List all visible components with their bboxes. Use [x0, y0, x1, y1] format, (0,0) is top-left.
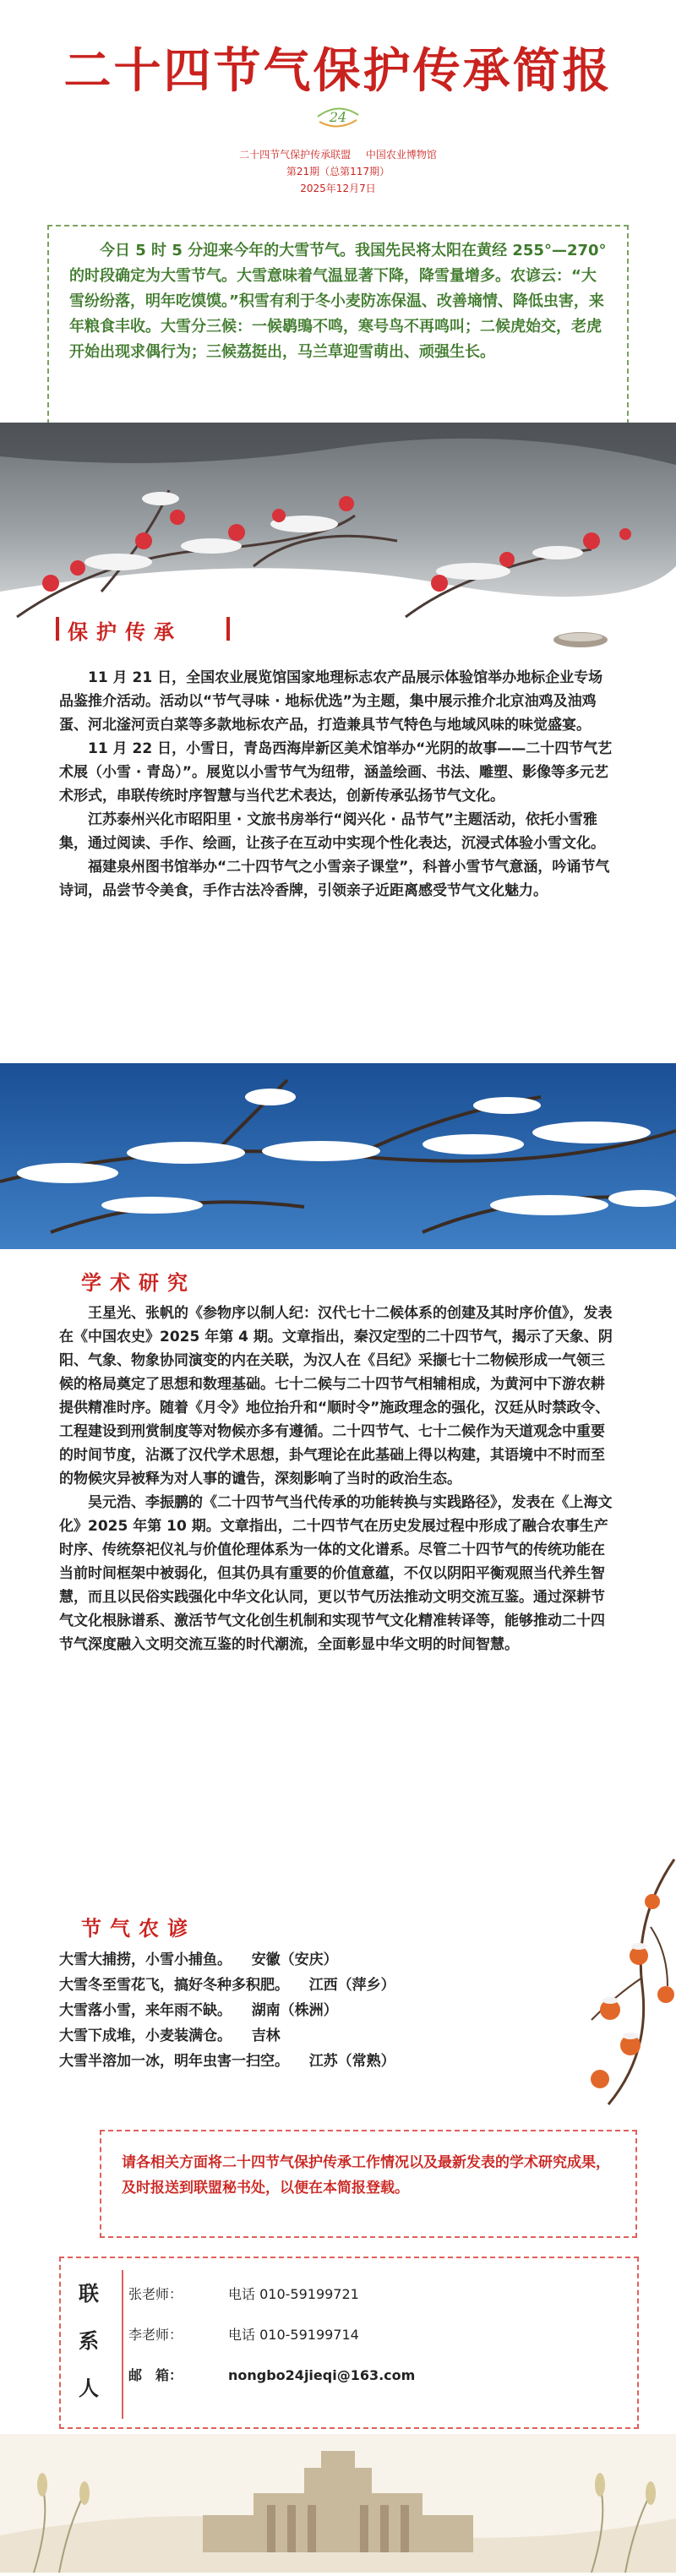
notice-text: 请各相关方面将二十四节气保护传承工作情况以及最新发表的学术研究成果，及时报送到联盟秘书处，以便在本简报登载。 — [122, 2154, 610, 2197]
contact-email: nongbo24jieqi@163.com — [228, 2367, 416, 2383]
research-paragraph: 王星光、张帆的《参物序以制人纪：汉代七十二候体系的创建及其时序价值》，发表在《中国农史》2025 年第 4 期。文章指出，秦汉定型的二十四节气，揭示了天象、阴阳、气象、物象协同演变的内在关联，为汉人在《吕纪》采撷七十二物候形成一气领三候的格局奠定了思想和数理基础。七十二候与二十四节气相辅相成，为黄河中下游农耕提供精准时序。随着《月令》地位抬升和“顺时令”施政理念的强化，汉廷从时禁政令、工程建设到刑赏制度等对物候亦多有遵循。二十四节气、七十二候作为天道观念中重要的时间节度，沾溉了汉代学术思想，卦气理论在此基础上得以构建，其语境中不时而至的物候灾异被释为对人事的谴告，深刻影响了当时的政治生态。 — [59, 1305, 613, 1487]
inheritance-paragraph: 11 月 22 日，小雪日，青岛西海岸新区美术馆举办“光阴的故事——二十四节气艺术展（小雪 · 青岛）”。展览以小雪节气为纽带，涵盖绘画、书法、雕塑、影像等多元艺术形式，串联传统时序智慧与当代艺术表达，创新传承弘扬节气文化。 — [59, 740, 613, 805]
solar-terms-logo — [313, 100, 363, 132]
proverb-region: 湖南（株洲） — [251, 2002, 338, 2019]
section-title-research: 学术研究 — [81, 1271, 196, 1295]
org-alliance: 二十四节气保护传承联盟 — [239, 149, 352, 161]
proverb-item — [59, 2023, 566, 2049]
proverb-region: 吉林 — [251, 2028, 281, 2044]
contact-name: 李老师： — [128, 2327, 183, 2343]
org-museum: 中国农业博物馆 — [365, 149, 437, 161]
proverb-region: 江苏（常熟） — [308, 2053, 395, 2070]
proverb-region: 江西（萍乡） — [308, 1977, 395, 1994]
organizers — [0, 147, 676, 161]
contact-phone: 电话 010-59199714 — [228, 2327, 359, 2343]
submission-notice — [100, 2130, 637, 2238]
proverb-text: 大雪冬至雪花飞，搞好冬种多积肥。 — [59, 1977, 289, 1994]
proverb-text: 大雪大捕捞，小雪小捕鱼。 — [59, 1951, 232, 1968]
section-bar — [226, 617, 230, 641]
persimmon-branch-decoration — [558, 1851, 676, 2121]
contact-phone: 电话 010-59199721 — [228, 2286, 359, 2302]
inheritance-paragraph: 江苏泰州兴化市昭阳里 · 文旅书房举行“阅兴化 · 品节气”主题活动，依托小雪雅集，通过阅读、手作、绘画，让孩子在互动中实现个性化表达，沉浸式体验小雪文化。 — [59, 811, 605, 852]
issue-number: 第21期（总第117期） — [286, 166, 390, 177]
research-content — [59, 1302, 617, 1656]
contact-row-email — [128, 2365, 415, 2384]
snow-berries-photo — [0, 423, 676, 636]
snow-branches-photo — [0, 1063, 676, 1249]
proverb-item — [59, 2049, 566, 2074]
proverb-text: 大雪半溶加一冰，明年虫害一扫空。 — [59, 2053, 289, 2070]
inheritance-paragraph: 11 月 21 日，全国农业展览馆国家地理标志农产品展示体验馆举办地标企业专场品鉴推介活动。活动以“节气寻味 · 地标优选”为主题，集中展示推介北京油鸡及油鸡蛋、河北滏河贡白菜等多款地标农产品，打造兼具节气特色与地域风味的味觉盛宴。 — [59, 669, 603, 734]
intro-text: 今日 5 时 5 分迎来今年的大雪节气。我国先民将太阳在黄经 255°—270°的时段确定为大雪节气。大雪意味着气温显著下降，降雪量增多。农谚云：“大雪纷纷落，明年吃馍馍。”积雪有利于冬小麦防冻保温、改善墒情、降低虫害，来年粮食丰收。大雪分三候：一候鹖鴠不鸣，寒号鸟不再鸣叫；二候虎始交，老虎开始出现求偶行为；三候荔挺出，马兰草迎雪萌出、顽强生长。 — [69, 242, 607, 361]
contact-name: 张老师： — [128, 2286, 183, 2302]
svg-text:24: 24 — [329, 109, 347, 125]
inheritance-content — [59, 666, 617, 903]
section-title-proverbs: 节气农谚 — [81, 1917, 196, 1940]
proverb-text: 大雪落小雪，来年雨不缺。 — [59, 2002, 232, 2019]
contact-row-li — [128, 2324, 359, 2344]
contact-name: 邮 箱： — [128, 2367, 183, 2383]
proverb-text: 大雪下成堆，小麦装满仓。 — [59, 2028, 232, 2044]
contact-divider — [122, 2270, 123, 2419]
inheritance-paragraph: 福建泉州图书馆举办“二十四节气之小雪亲子课堂”，科普小雪节气意涵，吟诵节气诗词，品尝节令美食，手作古法冷香牌，引领亲子近距离感受节气文化魅力。 — [59, 859, 610, 899]
section-bar — [56, 617, 59, 641]
research-paragraph: 吴元浩、李振鹏的《二十四节气当代传承的功能转换与实践路径》，发表在《上海文化》2025 年第 10 期。文章指出，二十四节气在历史发展过程中形成了融合农事生产时序、传统祭祀仪礼与价值伦理体系为一体的文化谱系。尽管二十四节气的传统功能在当前时间框架中被弱化，但其仍具有重要的价值意蕴，不仅以阴阳平衡观照当代养生智慧，而且以民俗实践强化中华文化认同，更以节气历法推动文明交流互鉴。通过深耕节气文化根脉谱系、激活节气文化创生机制和实现节气文化精准转译等，能够推动二十四节气深度融入文明交流互鉴的时代潮流，全面彰显中华文明的时间智慧。 — [59, 1494, 613, 1653]
contact-label: 联系人 — [79, 2282, 99, 2400]
section-title-inheritance: 保护传承 — [68, 620, 183, 644]
page-title: 二十四节气保护传承简报 — [63, 43, 613, 99]
proverb-item — [59, 1973, 566, 1998]
proverb-region: 安徽（安庆） — [251, 1951, 338, 1968]
stone-decoration — [551, 629, 610, 649]
proverb-item — [59, 1998, 566, 2023]
contact-row-zhang — [128, 2284, 359, 2303]
proverbs-list — [59, 1947, 566, 2074]
issue-date: 2025年12月7日 — [300, 183, 376, 194]
museum-footer-illustration — [0, 2434, 676, 2573]
proverb-item — [59, 1947, 566, 1973]
